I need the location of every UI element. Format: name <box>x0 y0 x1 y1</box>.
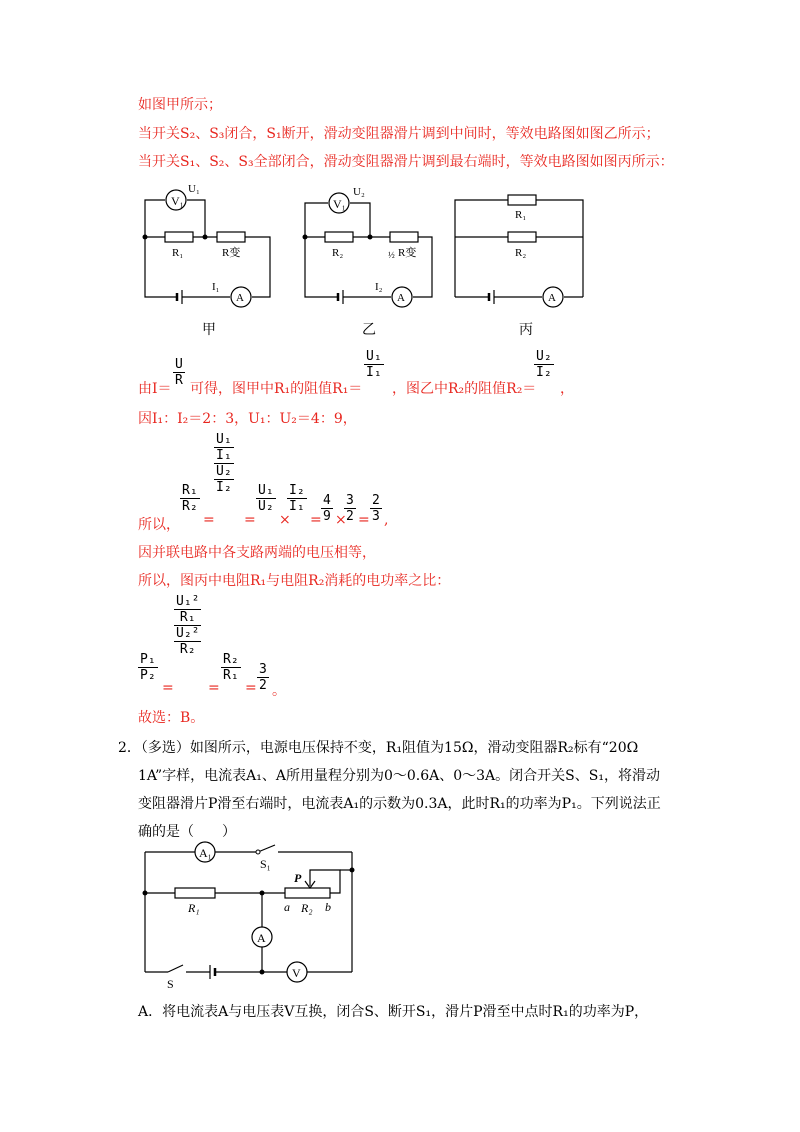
q2-ammeter-a1: A₁ <box>199 846 212 860</box>
times-sign: × <box>279 512 291 528</box>
r-ratio-fraction: $\frac{\text{R₁}}{\text{R₂}}$ <box>182 483 198 514</box>
jia-u: U₁ <box>188 183 200 195</box>
q2-switch-s: S <box>167 977 174 988</box>
yi-voltmeter: V₁ <box>333 197 346 211</box>
compound-fraction: $\frac{\frac{\text{U₁}}{\text{I₁}}}{\frac{\text{U₂}}{\text{I₂}}}$ <box>216 432 232 495</box>
q2-option-a: A．将电流表A与电压表V互换，闭合S、断开S₁，滑片P滑至中点时R₁的功率为P， <box>138 1004 649 1020</box>
intro-line-3: 当开关S₁、S₂、S₃全部闭合，滑动变阻器滑片调到最右端时，等效电路图如图丙所示： <box>138 154 674 170</box>
u-fraction: $\frac{\text{U₁}}{\text{U₂}}$ <box>258 483 274 514</box>
equals-sign: = <box>203 512 215 528</box>
circuit-diagrams <box>0 172 800 342</box>
num-fraction-2-3: $\frac{2}{3}$ <box>372 493 380 524</box>
so-2: 所以，图丙中电阻R₁与电阻R₂消耗的电功率之比： <box>138 573 451 589</box>
q2-switch-s1: S₁ <box>260 857 271 871</box>
yi-r2: R变 <box>398 247 417 259</box>
power-compound-fraction: $\frac{\frac{\text{U₁²}}{\text{R₁}}}{\frac{\text{U₂²}}{\text{R₂}}}$ <box>176 594 200 657</box>
equals-sign: = <box>358 512 370 528</box>
intro-line-1: 如图甲所示； <box>138 97 222 113</box>
jia-voltmeter: V₁ <box>171 194 184 208</box>
bing-ammeter: A <box>548 292 556 304</box>
jia-i: I₁ <box>212 281 220 293</box>
q2-terminal-a: a <box>284 900 290 914</box>
yi-ammeter: A <box>397 292 405 304</box>
q2-slider-p: P <box>294 871 302 885</box>
q2-line-2: 1A”字样，电流表A₁、A所用量程分别为0～0.6A、0～3A。闭合开关S、S₁，将滑动 <box>138 768 660 784</box>
parallel-line: 因并联电路中各支路两端的电压相等， <box>138 545 376 561</box>
ohm-mid: 可得，图甲中R₁的阻值R₁＝ <box>190 381 363 397</box>
yi-half: ½ <box>388 250 395 260</box>
ohm-fraction: $\frac{U}{R}$ <box>175 357 183 388</box>
period: 。 <box>272 683 286 699</box>
answer-line: 故选：B。 <box>138 710 205 726</box>
yi-caption: 乙 <box>362 323 376 338</box>
r-inverse-fraction: $\frac{\text{R₂}}{\text{R₁}}$ <box>223 652 239 683</box>
jia-r2: R变 <box>222 247 241 259</box>
intro-line-2: 当开关S₂、S₃闭合，S₁断开，滑动变阻器滑片调到中间时，等效电路图如图乙所示； <box>138 126 660 142</box>
comma: , <box>384 512 389 528</box>
q2-line-3: 变阻器滑片P滑至右端时，电流表A₁的示数为0.3A，此时R₁的功率为P₁。下列说法正 <box>138 796 661 812</box>
q2-circuit-diagram <box>0 838 800 988</box>
equals-sign: = <box>162 680 174 696</box>
jia-caption: 甲 <box>202 323 216 338</box>
r2-fraction: $\frac{\text{U₂}}{\text{I₂}}$ <box>536 349 552 380</box>
q2-r2: R₂ <box>301 901 313 915</box>
equals-sign: = <box>244 512 256 528</box>
so-1: 所以， <box>138 517 180 533</box>
equals-sign: = <box>208 680 220 696</box>
yi-i: I₂ <box>375 281 383 293</box>
q2-r1: R₁ <box>188 901 200 915</box>
q2-ammeter-a: A <box>257 931 266 945</box>
p-ratio-fraction: $\frac{\text{P₁}}{\text{P₂}}$ <box>140 652 156 683</box>
result-fraction: $\frac{3}{2}$ <box>259 662 267 693</box>
bing-caption: 丙 <box>519 323 533 338</box>
i-fraction: $\frac{\text{I₂}}{\text{I₁}}$ <box>289 483 305 514</box>
q2-line-4: 确的是（ ） <box>138 824 236 840</box>
bing-r2: R₂ <box>515 247 527 259</box>
num-fraction-3-2: $\frac{3}{2}$ <box>346 493 354 524</box>
bing-r1: R₁ <box>515 209 527 221</box>
yi-u: U₂ <box>353 186 365 198</box>
ohm-end: ， <box>560 381 574 397</box>
num-fraction-4-9: $\frac{4}{9}$ <box>323 493 331 524</box>
ohm-prefix: 由I＝ <box>138 381 172 397</box>
yi-r1: R₂ <box>332 247 344 259</box>
equals-sign: = <box>310 512 322 528</box>
circuit-jia <box>145 190 270 307</box>
ratio-line: 因I₁：I₂＝2：3，U₁：U₂＝4：9， <box>138 411 357 427</box>
ohm-mid2: ，图乙中R₂的阻值R₂＝ <box>392 381 537 397</box>
equals-sign: = <box>245 680 257 696</box>
q2-terminal-b: b <box>325 900 331 914</box>
r1-fraction: $\frac{\text{U₁}}{\text{I₁}}$ <box>366 349 382 380</box>
q2-line-1: 2．（多选）如图所示，电源电压保持不变，R₁阻值为15Ω，滑动变阻器R₂标有“20Ω <box>118 740 639 756</box>
jia-ammeter: A <box>236 292 244 304</box>
times-sign: × <box>335 512 347 528</box>
q2-voltmeter-v: V <box>292 966 301 980</box>
jia-r1: R₁ <box>172 247 184 259</box>
